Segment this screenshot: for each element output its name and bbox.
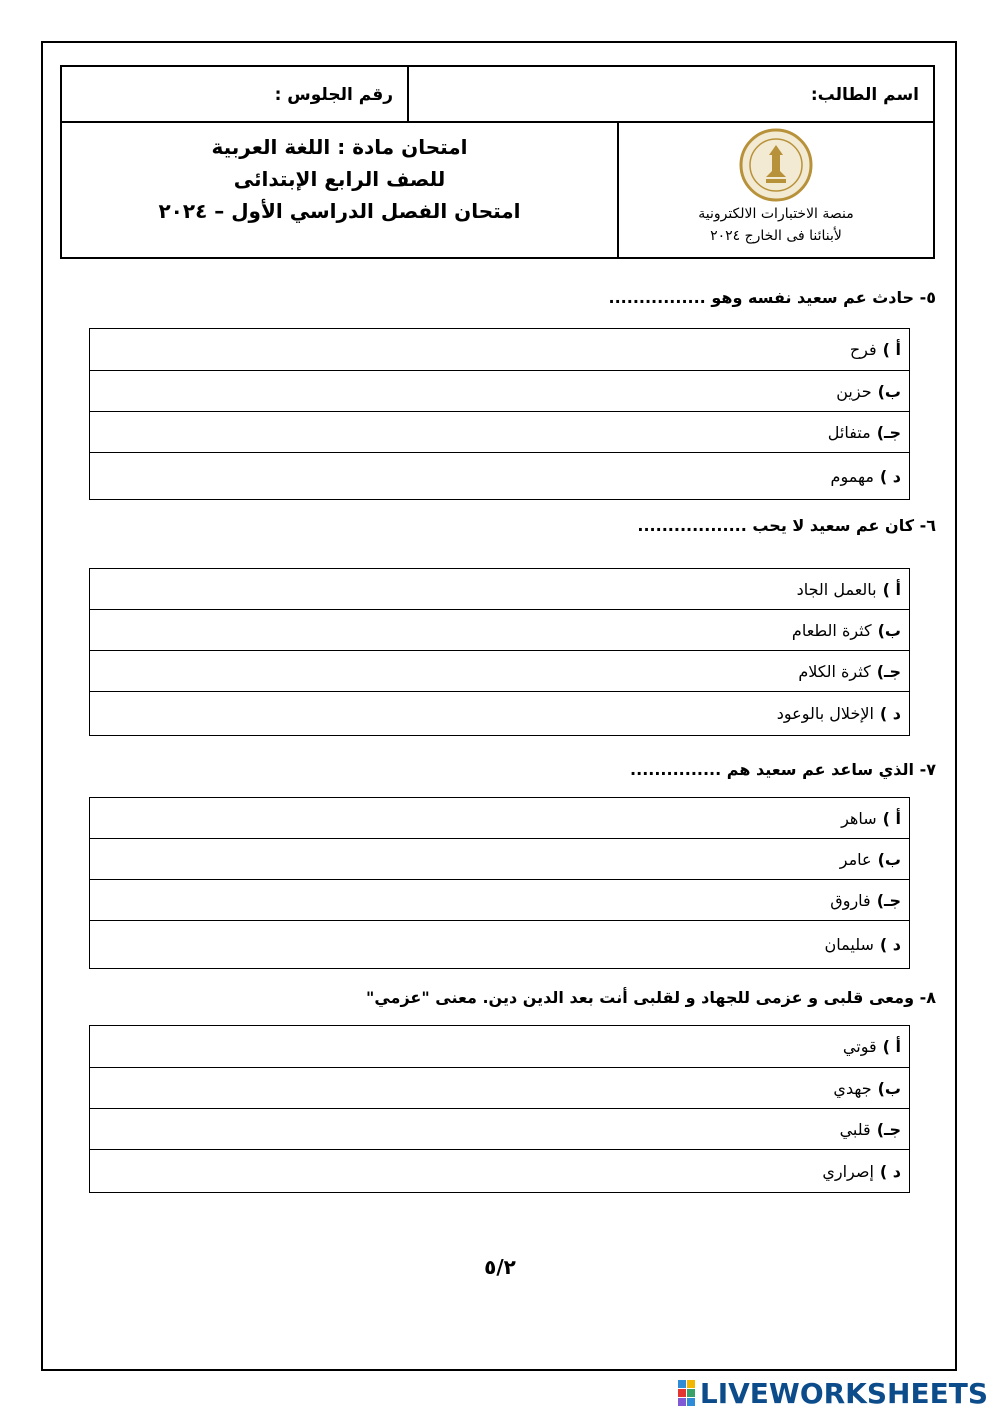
option-d[interactable] bbox=[90, 1150, 909, 1192]
option-text: قلبي bbox=[839, 1119, 871, 1139]
option-text: فرح bbox=[849, 340, 877, 359]
option-d[interactable] bbox=[90, 921, 909, 968]
option-d[interactable] bbox=[90, 692, 909, 735]
option-a[interactable] bbox=[90, 569, 909, 610]
option-letter: د ) bbox=[879, 1161, 901, 1181]
option-letter: د ) bbox=[879, 704, 901, 723]
option-text: قوتي bbox=[842, 1037, 877, 1056]
option-c[interactable] bbox=[90, 651, 909, 692]
option-letter: د ) bbox=[879, 466, 901, 486]
option-text: سليمان bbox=[824, 935, 874, 954]
question-5-options bbox=[89, 328, 910, 500]
option-text: مهموم bbox=[830, 466, 874, 486]
option-letter: أ ) bbox=[882, 1037, 901, 1056]
option-letter: جـ) bbox=[876, 422, 901, 442]
option-text: متفائل bbox=[827, 422, 871, 442]
option-letter: ب) bbox=[877, 381, 901, 401]
platform-cell bbox=[617, 123, 933, 259]
option-b[interactable] bbox=[90, 610, 909, 651]
option-letter: جـ) bbox=[876, 1119, 901, 1139]
option-a[interactable] bbox=[90, 329, 909, 371]
liveworksheets-brand[interactable] bbox=[678, 1376, 988, 1410]
student-name-field[interactable] bbox=[407, 67, 933, 121]
option-text: كثرة الكلام bbox=[798, 661, 871, 681]
option-a[interactable] bbox=[90, 798, 909, 839]
option-letter: ب) bbox=[877, 620, 901, 640]
option-b[interactable] bbox=[90, 839, 909, 880]
page-number: ٥/٢ bbox=[484, 1255, 516, 1279]
option-c[interactable] bbox=[90, 412, 909, 453]
option-text: حزين bbox=[836, 381, 872, 401]
question-6-options bbox=[89, 568, 910, 736]
question-5: ٥- حادث عم سعيد نفسه وهو ................ bbox=[608, 288, 936, 307]
option-text: جهدي bbox=[833, 1078, 872, 1098]
question-8-options bbox=[89, 1025, 910, 1193]
brand-name: LIVEWORKSHEETS bbox=[699, 1376, 988, 1410]
option-text: بالعمل الجاد bbox=[796, 579, 877, 599]
ministry-logo-icon bbox=[736, 127, 816, 203]
seat-number-field[interactable] bbox=[62, 67, 407, 121]
option-c[interactable] bbox=[90, 1109, 909, 1150]
question-8: ٨- ومعى قلبى و عزمى للجهاد و لقلبى أنت بعد الدين دين. معنى "عزمي" bbox=[366, 988, 936, 1007]
option-text: عامر bbox=[839, 849, 872, 869]
exam-subject: امتحان مادة : اللغة العربية bbox=[211, 135, 468, 159]
option-letter: أ ) bbox=[882, 579, 901, 599]
option-letter: أ ) bbox=[882, 808, 901, 828]
option-b[interactable] bbox=[90, 371, 909, 412]
option-letter: د ) bbox=[879, 935, 901, 954]
question-6: ٦- كان عم سعيد لا يحب .................. bbox=[637, 516, 936, 535]
option-b[interactable] bbox=[90, 1068, 909, 1109]
header-title-row bbox=[62, 123, 933, 259]
option-text: الإخلال بالوعود bbox=[776, 704, 874, 723]
option-text: كثرة الطعام bbox=[791, 620, 872, 640]
exam-title-cell bbox=[62, 123, 617, 259]
student-name-label: اسم الطالب: bbox=[810, 85, 919, 105]
option-text: ساهر bbox=[841, 808, 877, 828]
option-letter: ب) bbox=[877, 1078, 901, 1098]
option-letter: أ ) bbox=[882, 340, 901, 359]
option-a[interactable] bbox=[90, 1026, 909, 1068]
platform-name: منصة الاختبارات الالكترونية bbox=[698, 206, 854, 222]
exam-grade: للصف الرابع الإبتدائى bbox=[233, 167, 446, 191]
exam-header bbox=[60, 65, 935, 259]
option-c[interactable] bbox=[90, 880, 909, 921]
platform-subtitle: لأبنائنا فى الخارج ٢٠٢٤ bbox=[710, 228, 842, 244]
option-letter: ب) bbox=[877, 849, 901, 869]
option-letter: جـ) bbox=[876, 890, 901, 910]
question-7-options bbox=[89, 797, 910, 969]
header-info-row bbox=[62, 67, 933, 123]
option-text: فاروق bbox=[830, 890, 871, 910]
exam-term: امتحان الفصل الدراسي الأول – ٢٠٢٤ bbox=[158, 199, 521, 223]
question-7: ٧- الذي ساعد عم سعيد هم ............... bbox=[630, 760, 936, 779]
liveworksheets-logo-icon bbox=[678, 1380, 696, 1406]
option-letter: جـ) bbox=[876, 661, 901, 681]
option-text: إصراري bbox=[822, 1161, 874, 1181]
option-d[interactable] bbox=[90, 453, 909, 499]
seat-number-label: رقم الجلوس : bbox=[274, 85, 393, 105]
